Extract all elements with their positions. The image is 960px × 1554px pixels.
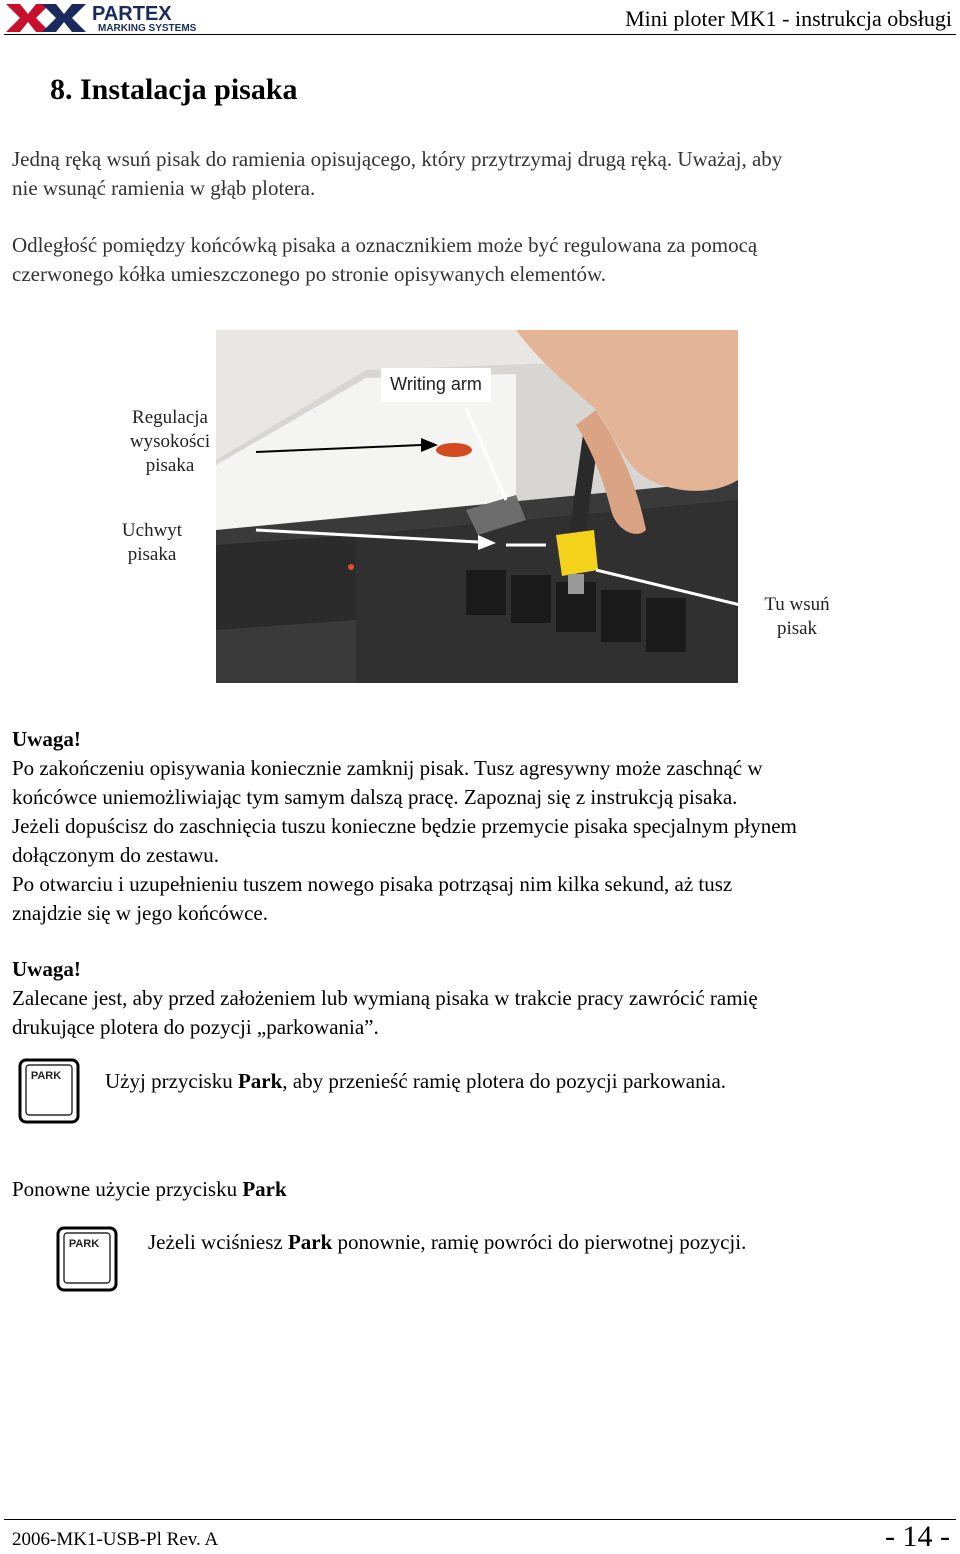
note-parking [12,955,942,1042]
note-heading: Uwaga! [12,957,81,981]
note-line: znajdzie się w jego końcówce. [12,901,268,925]
note-warning-pen [12,725,942,928]
intro-line: Jedną ręką wsuń pisak do ramienia opisującego, który przytrzymaj drugą ręką. Uważaj, aby [12,147,783,171]
note-line: Po otwarciu i uzupełnieniu tuszem nowego pisaka potrząsaj nim kilka sekund, aż tusz [12,872,733,896]
label-line: Tu wsuń [764,594,830,615]
adjust-paragraph [12,231,942,289]
footer-divider [4,1519,956,1520]
pen-installation-photo [216,330,738,683]
note-line: dołączonym do zestawu. [12,843,220,867]
plotter-illustration [216,330,738,683]
park-key-icon [56,1226,116,1288]
note-line: końcówce uniemożliwiając tym samym dalszą pracę. Zapoznaj się z instrukcją pisaka. [12,785,738,809]
park-text: ponownie, ramię powróci do pierwotnej pozycji. [332,1230,747,1254]
logo-text: PARTEX [92,3,172,25]
park-text: Użyj przycisku [105,1069,238,1093]
partex-logo-mark [6,0,238,34]
label-height-adjust [118,406,222,478]
adjust-line: czerwonego kółka umieszczonego po stronie opisywanych elementów. [12,262,607,286]
label-line: pisaka [145,455,195,476]
park-text: Jeżeli wciśniesz [148,1230,288,1254]
label-line: wysokości [129,431,211,452]
park-text: , aby przenieść ramię plotera do pozycji parkowania. [282,1069,727,1093]
intro-paragraph [12,145,942,203]
writing-arm-label: Writing arm [390,374,482,394]
park-key-label: PARK [30,1070,62,1082]
label-line: pisaka [127,544,177,565]
partex-logo [6,0,238,34]
note-line: drukujące plotera do pozycji „parkowania”. [12,1015,379,1039]
label-line: Uchwyt [121,520,183,541]
note-line: Zalecane jest, aby przed założeniem lub wymianą pisaka w trakcie pracy zawrócić ramię [12,986,758,1010]
park-again-instruction [148,1228,938,1257]
park-bold: Park [237,1069,283,1093]
park-instruction [105,1067,935,1096]
park-bold: Park [287,1230,333,1254]
label-line: Regulacja [132,407,208,428]
page-number: - 14 - [885,1520,950,1553]
label-pen-holder [108,519,196,567]
document-title: Mini ploter MK1 - instrukcja obsługi [625,6,952,31]
park-again-text: Ponowne użycie przycisku [12,1177,243,1201]
header-divider [4,34,956,35]
label-insert-pen [752,593,842,641]
label-line: pisak [776,618,818,639]
park-again-heading [12,1175,942,1204]
park-again-bold: Park [242,1177,287,1201]
note-heading: Uwaga! [12,727,81,751]
adjust-line: Odległość pomiędzy końcówką pisaka a oznacznikiem może być regulowana za pomocą [12,233,758,257]
park-key-label: PARK [68,1238,100,1250]
note-line: Po zakończeniu opisywania koniecznie zamknij pisak. Tusz agresywny może zaschnąć w [12,756,763,780]
section-title: 8. Instalacja pisaka [50,73,298,106]
logo-subtext: MARKING SYSTEMS [98,23,197,34]
note-line: Jeżeli dopuścisz do zaschnięcia tuszu konieczne będzie przemycie pisaka specjalnym płynem [12,814,797,838]
park-key-icon [18,1058,78,1120]
intro-line: nie wsunąć ramienia w głąb plotera. [12,176,316,200]
document-code: 2006-MK1-USB-Pl Rev. A [12,1529,219,1550]
